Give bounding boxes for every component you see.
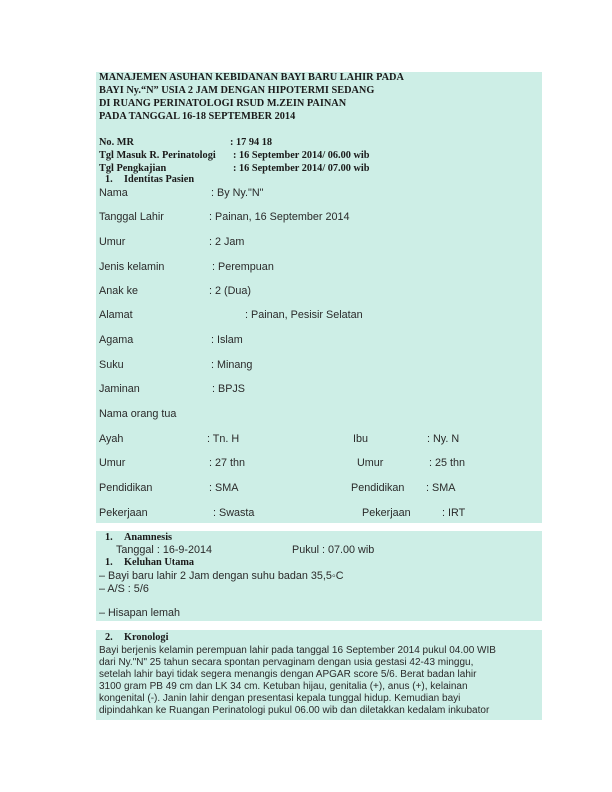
kronologi-line: dari Ny."N" 25 tahun secara spontan pervaginam dengan usia gestasi 42-43 minggu, [99,657,474,668]
tanggal-lahir-value: : Painan, 16 September 2014 [209,211,350,223]
ayah-umur-label: Umur [99,457,126,469]
anamnesis-pukul: Pukul : 07.00 wib [292,544,375,556]
ibu-umur-label: Umur [357,457,384,469]
kronologi-number: 2. [105,632,113,643]
header-band [96,72,542,523]
ayah-pendidikan-label: Pendidikan [99,482,153,494]
anak-ke-value: : 2 (Dua) [209,285,252,297]
anamnesis-title: Anamnesis [124,532,173,543]
kronologi-title: Kronologi [124,632,169,643]
meta-masuk-label: Tgl Masuk R. Perinatologi [99,150,216,161]
ayah-label: Ayah [99,433,124,445]
nama-orang-tua-heading: Nama orang tua [99,408,177,420]
ibu-pendidikan-label: Pendidikan [351,482,405,494]
ayah-pendidikan-value: : SMA [209,482,239,494]
anak-ke-label: Anak ke [99,285,139,297]
ayah-value: : Tn. H [207,433,240,445]
jaminan-label: Jaminan [99,383,140,395]
ayah-pekerjaan-label: Pekerjaan [99,507,148,519]
nama-label: Nama [99,187,128,199]
section1-number: 1. [105,174,113,185]
keluhan-item: – Bayi baru lahir 2 Jam dengan suhu badan 35,5◦C [99,570,344,582]
ibu-value: : Ny. N [427,433,460,445]
meta-mr-label: No. MR [99,137,134,148]
keluhan-item: – A/S : 5/6 [99,583,149,595]
alamat-value: : Painan, Pesisir Selatan [245,309,363,321]
keluhan-title: Keluhan Utama [124,557,195,568]
title-line-4: PADA TANGGAL 16-18 SEPTEMBER 2014 [99,111,296,122]
keluhan-item: – Hisapan lemah [99,607,181,619]
section1-title: Identitas Pasien [124,174,195,185]
umur-label: Umur [99,236,126,248]
anamnesis-number: 1. [105,532,113,543]
title-line-3: DI RUANG PERINATOLOGI RSUD M.ZEIN PAINAN [99,98,347,109]
suku-label: Suku [99,359,124,371]
anamnesis-tanggal: Tanggal : 16-9-2014 [116,544,213,556]
ayah-umur-value: : 27 thn [209,457,246,469]
kronologi-line: 3100 gram PB 49 cm dan LK 34 cm. Ketuban hijau, genitalia (+), anus (+), kelainan [99,681,468,692]
keluhan-number: 1. [105,557,113,568]
kronologi-line: kongenital (-). Janin lahir dengan presentasi kepala tunggal hidup. Kemudian bayi [99,693,461,704]
nama-value: : By Ny."N" [211,187,264,199]
ibu-pekerjaan-value: : IRT [442,507,466,519]
tanggal-lahir-label: Tanggal Lahir [99,211,164,223]
ibu-label: Ibu [353,433,369,445]
ibu-pendidikan-value: : SMA [426,482,456,494]
agama-label: Agama [99,334,134,346]
ayah-pekerjaan-value: : Swasta [213,507,255,519]
alamat-label: Alamat [99,309,133,321]
kronologi-line: setelah lahir bayi tidak segera menangis dengan APGAR score 5/6. Berat badan lahir [99,669,477,680]
ibu-pekerjaan-label: Pekerjaan [362,507,411,519]
jenis-kelamin-label: Jenis kelamin [99,261,165,273]
kronologi-line: Bayi berjenis kelamin perempuan lahir pada tanggal 16 September 2014 pukul 04.00 WIB [99,645,496,656]
jenis-kelamin-value: : Perempuan [212,261,274,273]
kronologi-line: dipindahkan ke Ruangan Perinatologi pukul 06.00 wib dan diletakkan kedalam inkubator [99,705,490,716]
ibu-umur-value: : 25 thn [429,457,466,469]
umur-value: : 2 Jam [209,236,245,248]
suku-value: : Minang [211,359,253,371]
meta-mr-value: : 17 94 18 [230,137,273,148]
meta-pengkajian-value: : 16 September 2014/ 07.00 wib [233,163,370,174]
meta-pengkajian-label: Tgl Pengkajian [99,163,167,174]
title-line-2: BAYI Ny.“N” USIA 2 JAM DENGAN HIPOTERMI SEDANG [99,85,375,96]
jaminan-value: : BPJS [212,383,246,395]
meta-masuk-value: : 16 September 2014/ 06.00 wib [233,150,370,161]
title-line-1: MANAJEMEN ASUHAN KEBIDANAN BAYI BARU LAHIR PADA [99,72,404,83]
agama-value: : Islam [211,334,243,346]
